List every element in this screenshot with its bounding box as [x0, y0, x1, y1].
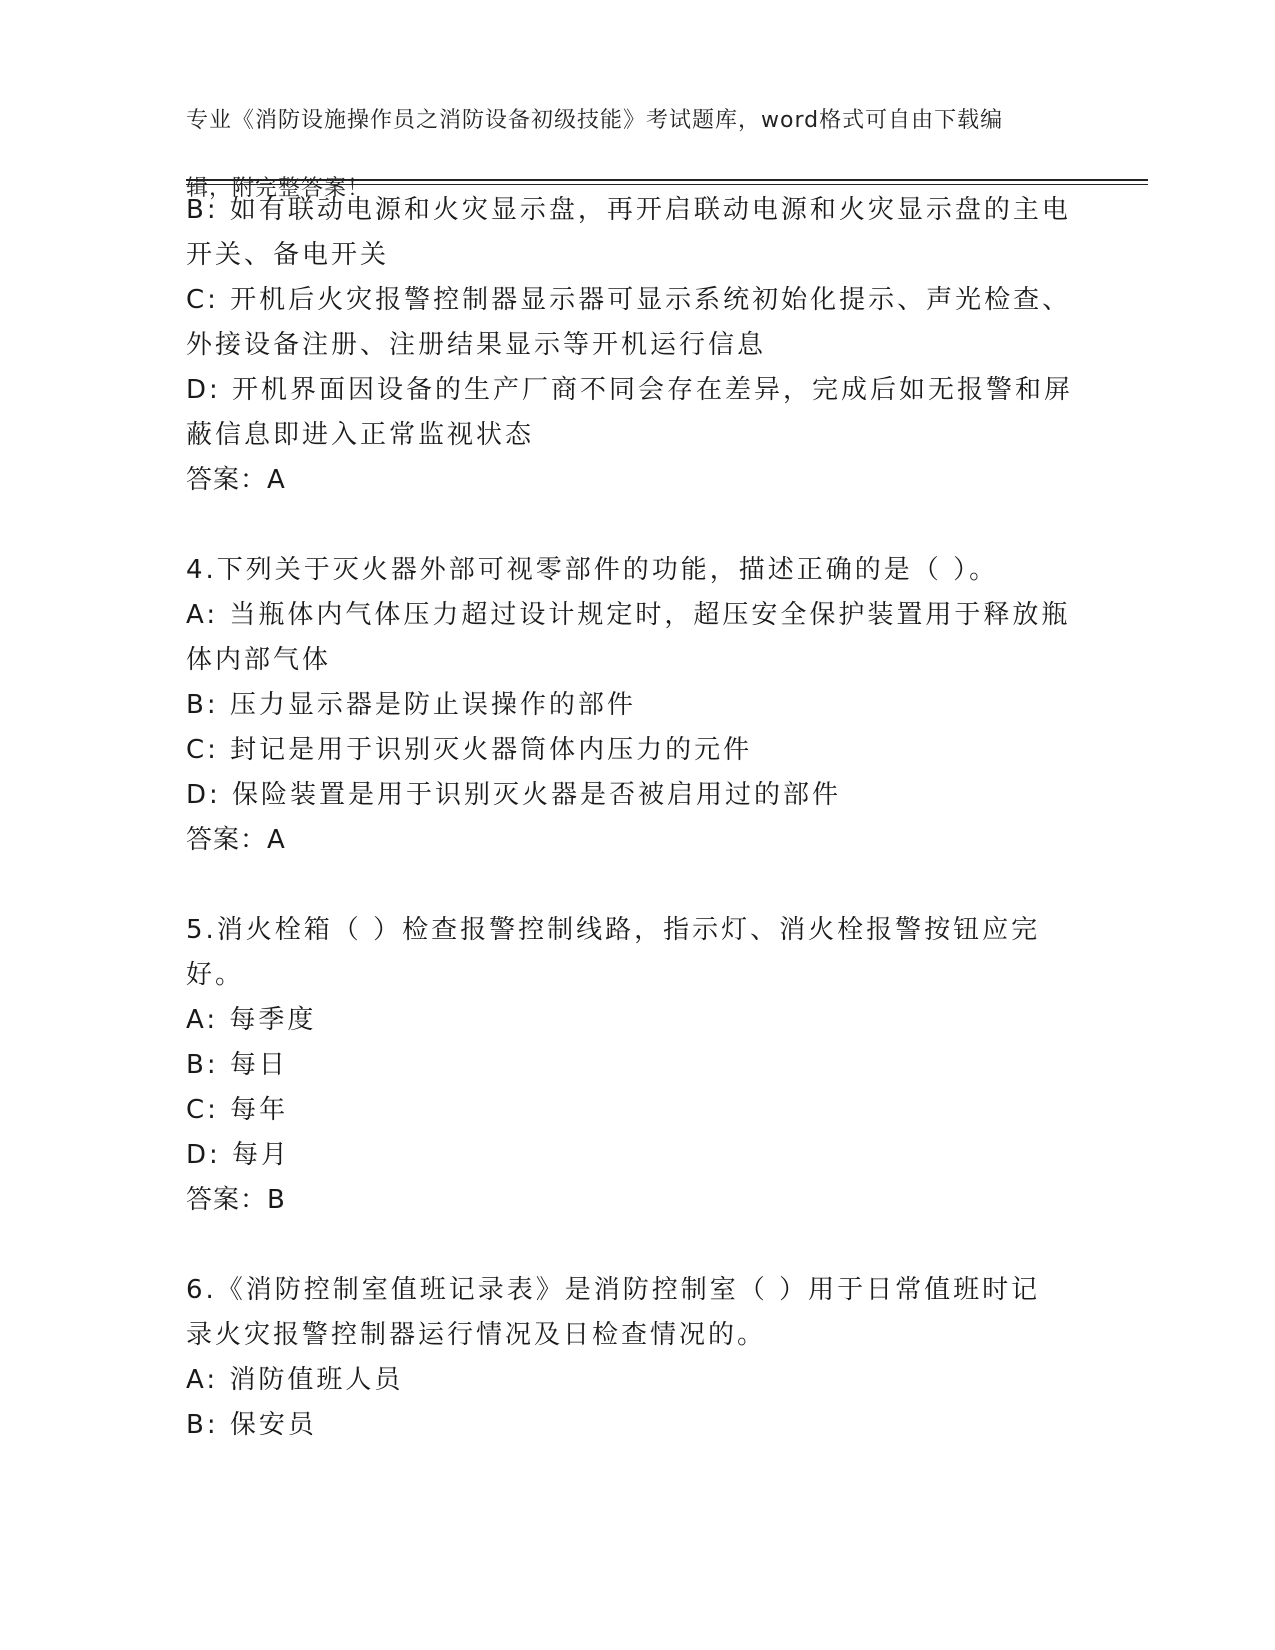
option-line: B: 每日	[186, 1050, 288, 1080]
option-line: D: 每月	[186, 1140, 291, 1170]
header-divider-thick	[186, 179, 1148, 181]
header-line-1: 专业《消防设施操作员之消防设备初级技能》考试题库，word格式可自由下载编	[186, 108, 1004, 133]
question-stem: 4.下列关于灭火器外部可视零部件的功能，描述正确的是（ ）。	[186, 555, 999, 585]
option-line: C: 每年	[186, 1095, 289, 1125]
block-spacer	[186, 503, 1086, 548]
option-line: B: 如有联动电源和火灾显示盘，再开启联动电源和火灾显示盘的主电	[186, 195, 1071, 225]
option-line: A: 每季度	[186, 1005, 317, 1035]
option-line: A: 当瓶体内气体压力超过设计规定时，超压安全保护装置用于释放瓶	[186, 600, 1071, 630]
header-line-2: 辑，附完整答案！	[186, 176, 371, 201]
question-block	[186, 188, 1086, 503]
question-stem: 6.《消防控制室值班记录表》是消防控制室（ ）用于日常值班时记	[186, 1275, 1041, 1305]
question-block	[186, 908, 1086, 1223]
block-spacer	[186, 863, 1086, 908]
option-line: 蔽信息即进入正常监视状态	[186, 420, 535, 450]
question-block	[186, 1268, 1086, 1448]
option-line: A: 消防值班人员	[186, 1365, 404, 1395]
block-spacer	[186, 1223, 1086, 1268]
question-stem: 好。	[186, 960, 245, 990]
answer-line: 答案：B	[186, 1185, 286, 1215]
question-block	[186, 548, 1086, 863]
option-line: B: 压力显示器是防止误操作的部件	[186, 690, 636, 720]
header-divider-thin	[186, 184, 1148, 185]
question-list	[186, 188, 1086, 1448]
option-line: D: 保险装置是用于识别灭火器是否被启用过的部件	[186, 780, 842, 810]
question-stem: 录火灾报警控制器运行情况及日检查情况的。	[186, 1320, 767, 1350]
option-line: C: 封记是用于识别灭火器筒体内压力的元件	[186, 735, 753, 765]
option-line: B: 保安员	[186, 1410, 317, 1440]
option-line: C: 开机后火灾报警控制器显示器可显示系统初始化提示、声光检查、	[186, 285, 1072, 315]
option-line: D: 开机界面因设备的生产厂商不同会存在差异，完成后如无报警和屏	[186, 375, 1074, 405]
answer-line: 答案：A	[186, 825, 286, 855]
option-line: 开关、备电开关	[186, 240, 390, 270]
question-stem: 5.消火栓箱（ ）检查报警控制线路，指示灯、消火栓报警按钮应完	[186, 915, 1041, 945]
option-line: 外接设备注册、注册结果显示等开机运行信息	[186, 330, 767, 360]
option-line: 体内部气体	[186, 645, 332, 675]
answer-line: 答案：A	[186, 465, 286, 495]
